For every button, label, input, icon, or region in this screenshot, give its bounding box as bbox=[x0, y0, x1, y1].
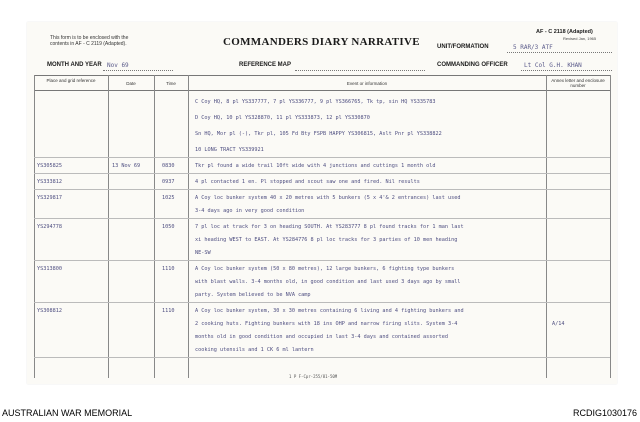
column-rule-annex bbox=[546, 75, 547, 378]
row-event-line: C Coy HQ, 8 pl YS337777, 7 pl YS336777, 9 pl YS366765, Tk tp, sin HQ YS335783 bbox=[195, 99, 436, 105]
form-revised: Revised Jan, 1965 bbox=[563, 36, 597, 41]
row-separator bbox=[34, 357, 610, 358]
unit-value: 5 RAR/3 ATF bbox=[513, 44, 553, 51]
table-top-rule bbox=[34, 75, 610, 76]
row-event-line: Sn HQ, Mor pl (-), Tkr pl, 105 Fd Bty FSPB HAPPY YS306815, Aslt Pnr pl YS338822 bbox=[195, 131, 442, 137]
row-time: 0830 bbox=[162, 163, 175, 169]
row-separator bbox=[34, 173, 610, 174]
column-header-annex: Annex letter and enclosure number bbox=[551, 78, 605, 88]
co-value: Lt Col G.H. KHAN bbox=[524, 62, 582, 69]
unit-label: UNIT/FORMATION bbox=[437, 44, 489, 50]
row-event-line: 4 pl contacted 1 en. Pl stopped and scout saw one and fired. Nil results bbox=[195, 179, 420, 185]
table-right-rule bbox=[610, 75, 611, 378]
row-event-line: 3-4 days ago in very good condition bbox=[195, 208, 305, 214]
footer-source: AUSTRALIAN WAR MEMORIAL bbox=[2, 408, 133, 418]
form-print-code: 1 P F-Cpr-255/81-50M bbox=[289, 374, 338, 379]
row-separator bbox=[34, 302, 610, 303]
column-rule-event bbox=[188, 75, 189, 378]
row-separator bbox=[34, 189, 610, 190]
reference-map-underline bbox=[295, 70, 425, 71]
row-event-line: NE-SW bbox=[195, 250, 211, 256]
row-event-line: Tkr pl found a wide trail 10ft wide with 4 junctions and cuttings 1 month old bbox=[195, 163, 436, 169]
reference-map-label: REFERENCE MAP bbox=[239, 62, 292, 68]
column-header-date: Date bbox=[126, 81, 136, 86]
row-grid-reference: YS329817 bbox=[37, 195, 62, 201]
diary-sheet bbox=[27, 22, 617, 384]
row-time: 1025 bbox=[162, 195, 175, 201]
row-date: 13 Nov 69 bbox=[112, 163, 141, 169]
co-underline bbox=[521, 70, 612, 71]
row-event-line: 10 LONG TRACT YS339921 bbox=[195, 147, 264, 153]
row-separator bbox=[34, 218, 610, 219]
column-header-place: Place and grid reference bbox=[46, 78, 96, 83]
month-value: Nov 69 bbox=[107, 62, 129, 69]
month-underline bbox=[103, 70, 173, 71]
row-grid-reference: YS333812 bbox=[37, 179, 62, 185]
row-time: 1110 bbox=[162, 266, 175, 272]
row-event-line: 2 cooking huts. Fighting bunkers with 18 ins OHP and narrow firing slits. System 3-4 bbox=[195, 321, 458, 327]
row-grid-reference: YS294778 bbox=[37, 224, 62, 230]
form-id: AF - C 2118 (Adapted) bbox=[536, 29, 593, 35]
row-separator bbox=[34, 157, 610, 158]
column-header-time: Time bbox=[166, 81, 176, 86]
row-event-line: A Coy loc bunker system 40 x 20 metres with 5 bunkers (5 x 4'& 2 entrances) last used bbox=[195, 195, 461, 201]
row-time: 1050 bbox=[162, 224, 175, 230]
row-time: 1110 bbox=[162, 308, 175, 314]
co-label: COMMANDING OFFICER bbox=[437, 62, 508, 68]
row-annex: A/14 bbox=[552, 321, 565, 327]
header-bottom-rule bbox=[34, 90, 610, 91]
row-event-line: party. System believed to be NVA camp bbox=[195, 292, 311, 298]
row-separator bbox=[34, 260, 610, 261]
row-event-line: A Coy loc bunker system, 30 x 30 metres containing 6 living and 4 fighting bunkers and bbox=[195, 308, 464, 314]
table-left-rule bbox=[34, 75, 35, 378]
row-event-line: 7 pl loc at track for 3 on heading SOUTH. At YS283777 8 pl found tracks for 1 man last bbox=[195, 224, 464, 230]
footer-document-id: RCDIG1030176 bbox=[572, 408, 637, 418]
row-event-line: xi heading WEST to EAST. At YS284776 8 pl loc tracks for 3 parties of 10 men heading bbox=[195, 237, 458, 243]
enclosure-note: This form is to be enclosed with the contents in AF - C 2119 (Adapted). bbox=[50, 35, 129, 47]
page-title: COMMANDERS DIARY NARRATIVE bbox=[223, 36, 420, 48]
column-rule-time bbox=[154, 75, 155, 378]
row-grid-reference: YS305825 bbox=[37, 163, 62, 169]
row-event-line: months old in good condition and occupied in last 3-4 days and contained assorted bbox=[195, 334, 448, 340]
unit-underline bbox=[507, 52, 612, 53]
row-event-line: cooking utensils and 1 CK 6 ml lantern bbox=[195, 347, 314, 353]
row-grid-reference: YS313800 bbox=[37, 266, 62, 272]
row-grid-reference: YS308812 bbox=[37, 308, 62, 314]
month-label: MONTH AND YEAR bbox=[47, 62, 102, 68]
row-event-line: with blast walls. 3-4 months old, in good condition and last used 3 days ago by small bbox=[195, 279, 461, 285]
column-header-event: Event or information bbox=[346, 81, 388, 86]
row-event-line: A Coy loc bunker system (50 x 80 metres), 12 large bunkers, 6 fighting type bunkers bbox=[195, 266, 455, 272]
column-rule-date bbox=[108, 75, 109, 378]
row-event-line: D Coy HQ, 10 pl YS328870, 11 pl YS333873, 12 pl YS330870 bbox=[195, 115, 370, 121]
row-time: 0937 bbox=[162, 179, 175, 185]
